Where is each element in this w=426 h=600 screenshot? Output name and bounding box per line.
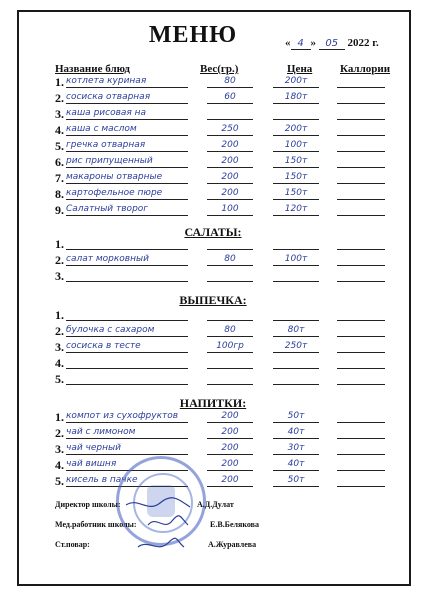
row-number: 5.: [55, 372, 64, 386]
column-header-price: Цена: [287, 63, 313, 75]
dish-name-cell: компот из сухофруктов: [66, 410, 188, 423]
dish-name-cell: [66, 308, 188, 321]
menu-row: [55, 139, 400, 153]
cook-label: Ст.повар:: [55, 540, 90, 549]
salads-section-title: САЛАТЫ:: [184, 225, 242, 239]
row-number: 1.: [55, 75, 64, 89]
menu-row: [55, 107, 400, 121]
weight-cell: 60: [207, 91, 253, 104]
dish-name-cell: котлета куриная: [66, 75, 188, 88]
date-year: 2022 г.: [347, 37, 379, 49]
price-cell: 200т: [273, 75, 319, 88]
menu-row: [55, 458, 400, 472]
weight-cell: 80: [207, 324, 253, 337]
calories-cell: [337, 203, 385, 216]
menu-row: [55, 253, 400, 267]
calories-cell: [337, 123, 385, 136]
menu-row: [55, 91, 400, 105]
date-month: 05: [319, 38, 345, 50]
medic-name: Е.В.Белякова: [210, 520, 259, 529]
price-cell: 200т: [273, 123, 319, 136]
price-cell: 50т: [273, 474, 319, 487]
row-number: 2.: [55, 253, 64, 267]
price-cell: 40т: [273, 458, 319, 471]
menu-row: [55, 75, 400, 89]
dish-name-cell: Салатный творог: [66, 203, 188, 216]
row-number: 9.: [55, 203, 64, 217]
price-cell: [273, 107, 319, 120]
medic-label: Мед.работник школы:: [55, 520, 137, 529]
calories-cell: [337, 474, 385, 487]
menu-row: [55, 308, 400, 322]
row-number: 5.: [55, 474, 64, 488]
price-cell: 100т: [273, 253, 319, 266]
dish-name-cell: [66, 237, 188, 250]
dish-name-cell: рис припущенный: [66, 155, 188, 168]
row-number: 1.: [55, 410, 64, 424]
column-header-calories: Каллории: [340, 63, 391, 75]
calories-cell: [337, 458, 385, 471]
row-number: 6.: [55, 155, 64, 169]
dish-name-cell: [66, 269, 188, 282]
bakery-section-title: ВЫПЕЧКА:: [179, 293, 247, 307]
price-cell: [273, 372, 319, 385]
calories-cell: [337, 187, 385, 200]
price-cell: 80т: [273, 324, 319, 337]
calories-cell: [337, 237, 385, 250]
menu-row: [55, 123, 400, 137]
date-day: 4: [291, 38, 311, 50]
price-cell: 120т: [273, 203, 319, 216]
price-cell: 250т: [273, 340, 319, 353]
calories-cell: [337, 340, 385, 353]
row-number: 1.: [55, 237, 64, 251]
dish-name-cell: макароны отварные: [66, 171, 188, 184]
column-header-name: Название блюд: [55, 63, 130, 75]
calories-cell: [337, 253, 385, 266]
weight-cell: 250: [207, 123, 253, 136]
row-number: 4.: [55, 458, 64, 472]
calories-cell: [337, 324, 385, 337]
dish-name-cell: картофельное пюре: [66, 187, 188, 200]
dish-name-cell: каша с маслом: [66, 123, 188, 136]
menu-row: [55, 324, 400, 338]
weight-cell: [207, 269, 253, 282]
menu-row: [55, 340, 400, 354]
weight-cell: 100: [207, 203, 253, 216]
row-number: 5.: [55, 139, 64, 153]
menu-row: [55, 426, 400, 440]
calories-cell: [337, 91, 385, 104]
dish-name-cell: каша рисовая на: [66, 107, 188, 120]
weight-cell: [207, 308, 253, 321]
menu-row: [55, 237, 400, 251]
calories-cell: [337, 426, 385, 439]
price-cell: [273, 356, 319, 369]
calories-cell: [337, 269, 385, 282]
weight-cell: 80: [207, 253, 253, 266]
dish-name-cell: чай черный: [66, 442, 188, 455]
price-cell: 150т: [273, 187, 319, 200]
row-number: 1.: [55, 308, 64, 322]
dish-name-cell: салат морковный: [66, 253, 188, 266]
drinks-section-title: НАПИТКИ:: [179, 396, 247, 410]
price-cell: 30т: [273, 442, 319, 455]
weight-cell: 200: [207, 171, 253, 184]
row-number: 2.: [55, 91, 64, 105]
calories-cell: [337, 75, 385, 88]
dish-name-cell: гречка отварная: [66, 139, 188, 152]
price-cell: [273, 237, 319, 250]
weight-cell: 200: [207, 442, 253, 455]
weight-cell: [207, 237, 253, 250]
row-number: 8.: [55, 187, 64, 201]
dish-name-cell: [66, 372, 188, 385]
price-cell: [273, 269, 319, 282]
weight-cell: 200: [207, 458, 253, 471]
menu-row: [55, 442, 400, 456]
weight-cell: 200: [207, 410, 253, 423]
price-cell: 40т: [273, 426, 319, 439]
row-number: 3.: [55, 340, 64, 354]
menu-row: [55, 269, 400, 283]
row-number: 2.: [55, 324, 64, 338]
dish-name-cell: булочка с сахаром: [66, 324, 188, 337]
price-cell: [273, 308, 319, 321]
row-number: 4.: [55, 356, 64, 370]
price-cell: 180т: [273, 91, 319, 104]
column-header-weight: Вес(гр.): [200, 63, 239, 75]
menu-title: МЕНЮ: [148, 22, 238, 48]
dish-name-cell: чай с лимоном: [66, 426, 188, 439]
row-number: 7.: [55, 171, 64, 185]
row-number: 4.: [55, 123, 64, 137]
row-number: 3.: [55, 269, 64, 283]
menu-row: [55, 171, 400, 185]
calories-cell: [337, 155, 385, 168]
price-cell: 50т: [273, 410, 319, 423]
menu-date: « 4 » 05 2022 г.: [285, 37, 379, 49]
weight-cell: 200: [207, 187, 253, 200]
calories-cell: [337, 442, 385, 455]
calories-cell: [337, 356, 385, 369]
weight-cell: 200: [207, 155, 253, 168]
row-number: 3.: [55, 107, 64, 121]
director-label: Директор школы:: [55, 500, 121, 509]
dish-name-cell: кисель в пачке: [66, 474, 188, 487]
calories-cell: [337, 308, 385, 321]
row-number: 2.: [55, 426, 64, 440]
menu-row: [55, 155, 400, 169]
dish-name-cell: сосиска отварная: [66, 91, 188, 104]
calories-cell: [337, 139, 385, 152]
director-name: А.Д.Дулат: [197, 500, 234, 509]
dish-name-cell: сосиска в тесте: [66, 340, 188, 353]
dish-name-cell: чай вишня: [66, 458, 188, 471]
dish-name-cell: [66, 356, 188, 369]
weight-cell: [207, 356, 253, 369]
calories-cell: [337, 372, 385, 385]
weight-cell: 200: [207, 474, 253, 487]
price-cell: 150т: [273, 171, 319, 184]
weight-cell: [207, 107, 253, 120]
weight-cell: 80: [207, 75, 253, 88]
calories-cell: [337, 107, 385, 120]
menu-row: [55, 410, 400, 424]
calories-cell: [337, 171, 385, 184]
menu-row: [55, 356, 400, 370]
menu-row: [55, 187, 400, 201]
row-number: 3.: [55, 442, 64, 456]
menu-row: [55, 372, 400, 386]
menu-row: [55, 474, 400, 488]
weight-cell: 200: [207, 139, 253, 152]
weight-cell: 200: [207, 426, 253, 439]
weight-cell: 100гр: [207, 340, 253, 353]
price-cell: 150т: [273, 155, 319, 168]
weight-cell: [207, 372, 253, 385]
menu-row: [55, 203, 400, 217]
signature-scribbles: [118, 495, 198, 555]
price-cell: 100т: [273, 139, 319, 152]
cook-name: А.Журавлева: [208, 540, 257, 549]
calories-cell: [337, 410, 385, 423]
